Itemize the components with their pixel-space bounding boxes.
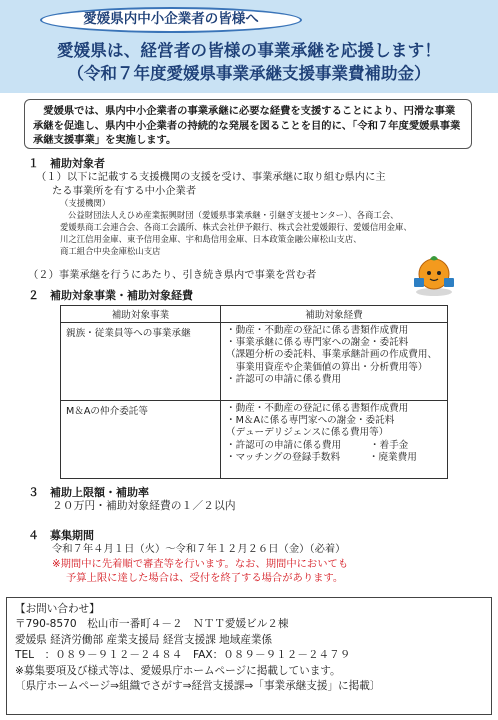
table-header-row	[61, 306, 448, 323]
cost-item: 事業用資産や企業価値の算出・分析費用等）	[226, 361, 428, 373]
section1-item2: （２）事業承継を行うにあたり、引き続き県内で事業を営む者	[28, 269, 317, 281]
section1-item1-line1: （１）以下に記載する支援機関の支援を受け、事業承継に取り組む県内に主	[36, 171, 386, 183]
intro-box	[24, 99, 472, 149]
cost-item: （デューデリジェンスに係る費用等）	[226, 427, 389, 439]
cost-item: ・許認可の申請に係る費用	[226, 373, 342, 385]
costs-cell	[221, 401, 448, 479]
support-org-line: 愛媛県商工会連合会、各商工会議所、株式会社伊予銀行、株式会社愛媛銀行、愛媛信用金庫、	[60, 222, 412, 232]
costs-cell	[221, 323, 448, 401]
contact-heading: 【お問い合わせ】	[15, 603, 100, 615]
contact-address: 〒790-8570 松山市一番町４－２ ＮＴＴ愛媛ビル２棟	[15, 618, 289, 631]
business-cell: M＆Aの仲介委託等	[61, 401, 221, 479]
cost-item: ・マッチングの登録手数料 ・廃業費用	[226, 451, 417, 463]
table-row	[61, 323, 448, 401]
section2-title: ２ 補助対象事業・補助対象経費	[28, 289, 193, 302]
table-header-business: 補助対象事業	[61, 306, 221, 323]
cost-item: ・M＆Aに係る専門家への謝金・委託料	[226, 415, 395, 427]
contact-phone: TEL ：０８９－９１２－２４８４ FAX：０８９－９１２－２４７９	[15, 649, 351, 662]
contact-website-path: 〔県庁ホームページ⇒組織でさがす⇒経営支援課⇒「事業承継支援」に掲載〕	[15, 680, 381, 693]
support-org-heading: （支援機関）	[60, 198, 111, 208]
section4-title: ４ 募集期間	[28, 529, 94, 542]
application-period: 令和７年４月１日（火）～令和７年１２月２６日（金）（必着）	[52, 543, 346, 555]
contact-note: ※募集要項及び様式等は、愛媛県庁ホームページに掲載しています。	[15, 664, 341, 677]
cost-item: ・動産・不動産の登記に係る書類作成費用	[226, 403, 409, 414]
section1-item1-line2: たる事業所を有する中小企業者	[52, 185, 197, 197]
subheadline: （令和７年度愛媛県事業承継支援事業費補助金）	[67, 64, 431, 83]
business-cell: 親族・従業員等への事業承継	[61, 323, 221, 401]
support-org-line: 公益財団法人えひめ産業振興財団（愛媛県事業承継・引継ぎ支援センター）、各商工会、	[68, 210, 399, 220]
cost-item: ・動産・不動産の登記に係る書類作成費用	[226, 325, 409, 336]
subsidy-amount: ２０万円・補助対象経費の１／２以内	[52, 499, 236, 512]
table-row	[61, 401, 448, 479]
mikyan-mascot-icon	[406, 252, 462, 298]
audience-tag: 愛媛県内中小企業者の皆様へ	[40, 7, 302, 33]
cost-table	[60, 305, 448, 479]
header-banner	[0, 0, 498, 93]
table-header-costs: 補助対象経費	[221, 306, 448, 323]
period-note: 予算上限に達した場合は、受付を終了する場合があります。	[66, 572, 344, 584]
support-org-line: 商工組合中央金庫松山支店	[60, 246, 161, 256]
headline: 愛媛県は、経営者の皆様の事業承継を応援します！	[56, 41, 442, 60]
section1-title: １ 補助対象者	[28, 157, 105, 170]
cost-item: （課題分析の委託料、事業承継計画の作成費用、	[226, 349, 438, 361]
contact-box	[6, 597, 492, 715]
cost-item: ・事業承継に係る専門家への謝金・委託料	[226, 337, 409, 349]
period-note: ※期間中に先着順で審査等を行います。なお、期間中においても	[52, 558, 349, 570]
support-org-line: 川之江信用金庫、東予信用金庫、宇和島信用金庫、日本政策金融公庫松山支店、	[60, 234, 362, 244]
section3-title: ３ 補助上限額・補助率	[28, 486, 149, 499]
contact-department: 愛媛県 経済労働部 産業支援局 経営支援課 地域産業係	[15, 633, 273, 646]
cost-item: ・許認可の申請に係る費用 ・着手金	[226, 439, 409, 451]
intro-text: 愛媛県では、県内中小企業者の事業承継に必要な経費を支援することにより、円滑な事業承継を促進し、県内中小企業者の持続的な発展を図ることを目的に、「令和７年度愛媛県事業承継支援事業」を実施します。	[33, 105, 461, 146]
